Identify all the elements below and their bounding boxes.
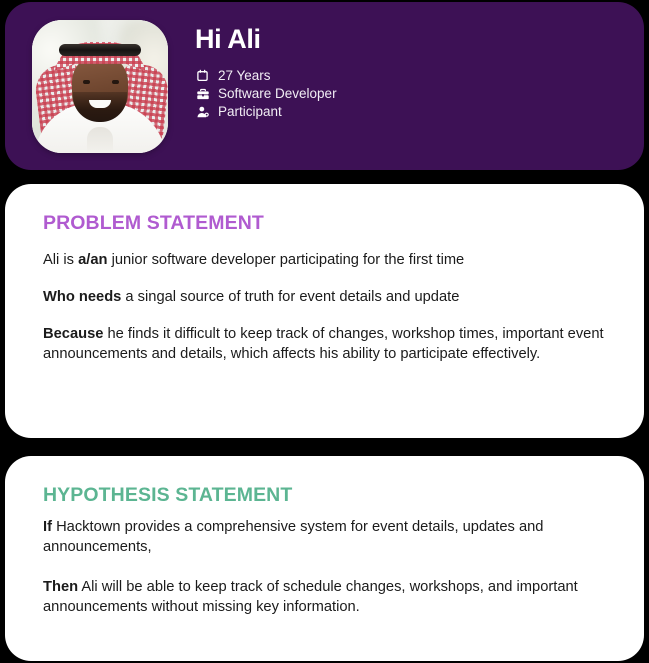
person-icon — [195, 104, 210, 119]
profile-text-block — [195, 26, 337, 121]
paragraph-rest: junior software developer participating for the first time — [107, 251, 465, 268]
profile-meta-participation-label: Participant — [218, 104, 282, 119]
profile-meta-age — [195, 67, 337, 84]
calendar-icon — [195, 68, 210, 83]
problem-statement-title: PROBLEM STATEMENT — [43, 212, 264, 234]
paragraph-bold: a/an — [78, 251, 108, 268]
profile-header-card — [5, 2, 644, 170]
profile-meta-participation — [195, 103, 337, 120]
paragraph-rest: Hacktown provides a comprehensive system for event details, updates and announcements, — [43, 518, 544, 555]
avatar-face — [72, 54, 128, 120]
paragraph-rest: he finds it difficult to keep track of changes, workshop times, important event announcements and details, which affects his ability to participate effectively. — [43, 326, 604, 363]
hypothesis-statement-paragraph — [43, 517, 606, 558]
profile-meta-role-label: Software Developer — [218, 86, 337, 101]
hypothesis-statement-paragraph — [43, 577, 606, 618]
profile-meta-list — [195, 67, 337, 120]
avatar-eye-right — [112, 80, 119, 84]
paragraph-bold: Who needs — [43, 288, 122, 305]
problem-statement-paragraph — [43, 250, 606, 270]
thobe-collar — [87, 127, 113, 153]
page-title: Hi Ali — [195, 24, 261, 54]
paragraph-bold: Because — [43, 326, 104, 343]
avatar-photo — [32, 20, 168, 153]
hypothesis-statement-card — [5, 456, 644, 661]
paragraph-bold: Then — [43, 579, 79, 596]
problem-statement-paragraph — [43, 287, 606, 307]
paragraph-rest: a singal source of truth for event details and update — [121, 288, 460, 305]
briefcase-icon — [195, 86, 210, 101]
avatar — [32, 20, 168, 153]
avatar-eye-left — [83, 80, 90, 84]
paragraph-bold: If — [43, 518, 52, 535]
hypothesis-statement-title: HYPOTHESIS STATEMENT — [43, 484, 293, 506]
paragraph-pre: Ali is — [43, 251, 79, 268]
paragraph-rest: Ali will be able to keep track of schedule changes, workshops, and important announcements without missing key information. — [43, 579, 578, 616]
profile-meta-age-label: 27 Years — [218, 68, 271, 83]
problem-statement-paragraph — [43, 324, 606, 365]
profile-meta-role — [195, 85, 337, 102]
agal-band — [59, 44, 141, 56]
problem-statement-card — [5, 184, 644, 438]
